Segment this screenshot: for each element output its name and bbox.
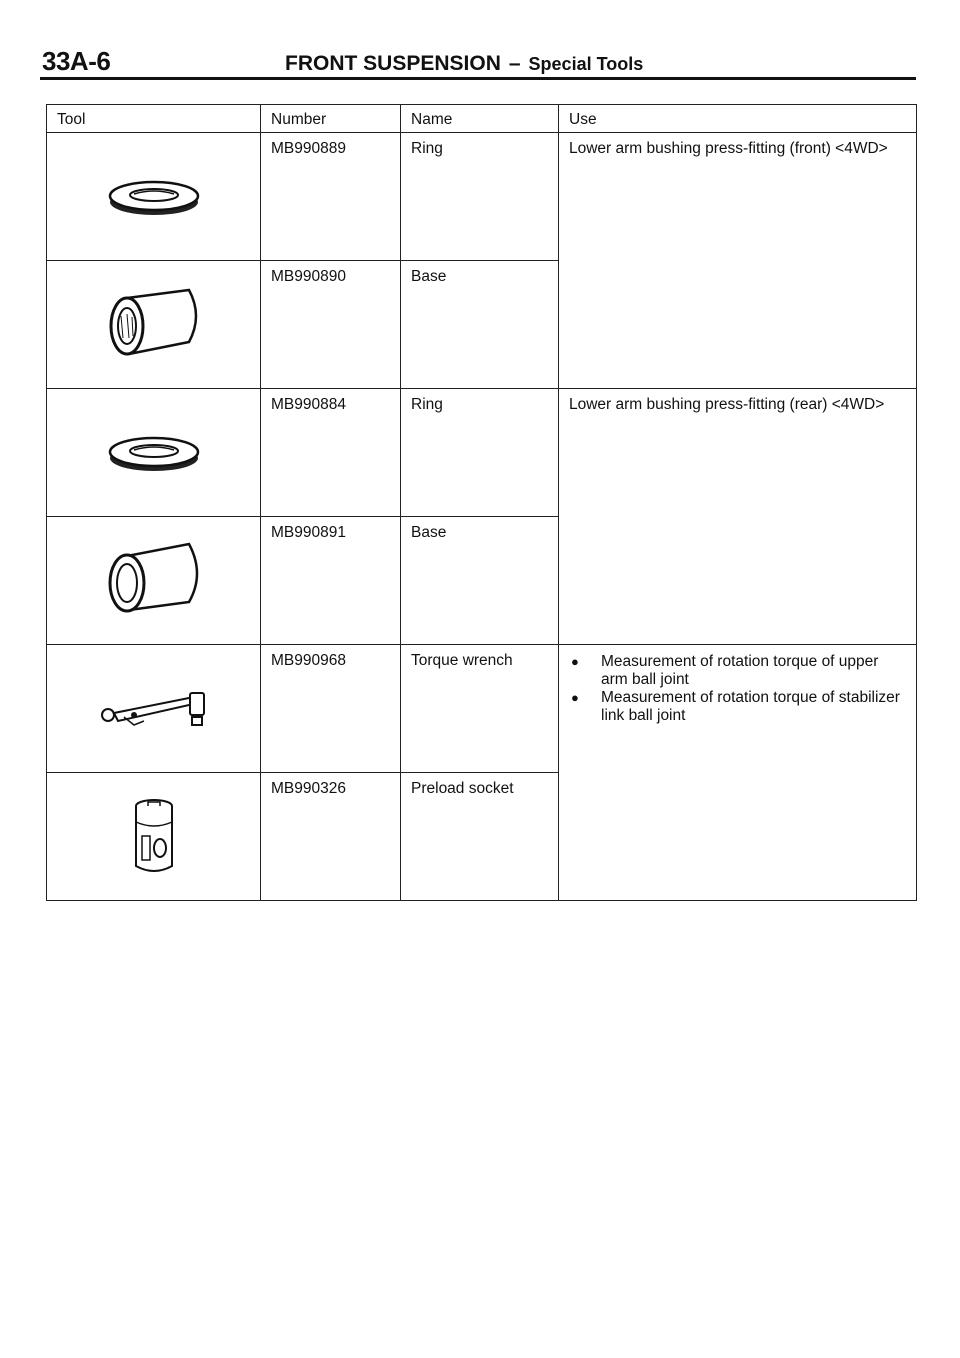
tool-name: Base (401, 261, 559, 389)
ring-icon (104, 172, 204, 222)
special-tools-table (46, 104, 917, 901)
title-separator: – (508, 52, 521, 75)
preload-socket-icon (124, 792, 184, 882)
table-row (47, 645, 917, 773)
col-header-use: Use (559, 105, 917, 133)
base-cylinder-icon (99, 280, 209, 370)
tool-number: MB990968 (261, 645, 401, 773)
col-header-name: Name (401, 105, 559, 133)
tool-number: MB990326 (261, 773, 401, 901)
tool-number: MB990889 (261, 133, 401, 261)
tool-use-rear: Lower arm bushing press-fitting (rear) <4WD> (559, 389, 917, 645)
bullet-icon: ● (571, 690, 579, 705)
tool-image-cell (47, 261, 261, 389)
table-header-row (47, 105, 917, 133)
table-row (47, 389, 917, 517)
table-row (47, 133, 917, 261)
page-number: 33A-6 (42, 46, 111, 76)
tool-name: Preload socket (401, 773, 559, 901)
tool-name: Torque wrench (401, 645, 559, 773)
base-cylinder-icon (99, 536, 209, 626)
page-title (285, 52, 643, 76)
tool-number: MB990884 (261, 389, 401, 517)
tool-image-cell (47, 773, 261, 901)
tool-image-cell (47, 645, 261, 773)
tool-name: Ring (401, 133, 559, 261)
torque-wrench-icon (94, 679, 214, 739)
header-rule (40, 77, 916, 80)
tool-number: MB990890 (261, 261, 401, 389)
col-header-tool: Tool (47, 105, 261, 133)
col-header-number: Number (261, 105, 401, 133)
use-list (567, 653, 908, 725)
list-item: ● Measurement of rotation torque of upper arm ball joint (571, 653, 879, 688)
tool-image-cell (47, 517, 261, 645)
tool-use-torque (559, 645, 917, 901)
ring-icon (104, 428, 204, 478)
page-header (40, 40, 916, 80)
tool-number: MB990891 (261, 517, 401, 645)
bullet-icon: ● (571, 654, 579, 669)
tool-name: Ring (401, 389, 559, 517)
title-main: FRONT SUSPENSION (285, 52, 501, 75)
title-sub: Special Tools (528, 54, 644, 74)
tool-image-cell (47, 133, 261, 261)
tool-image-cell (47, 389, 261, 517)
tool-name: Base (401, 517, 559, 645)
list-item: ● Measurement of rotation torque of stabilizer link ball joint (571, 689, 900, 724)
tool-use-front: Lower arm bushing press-fitting (front) <4WD> (559, 133, 917, 389)
